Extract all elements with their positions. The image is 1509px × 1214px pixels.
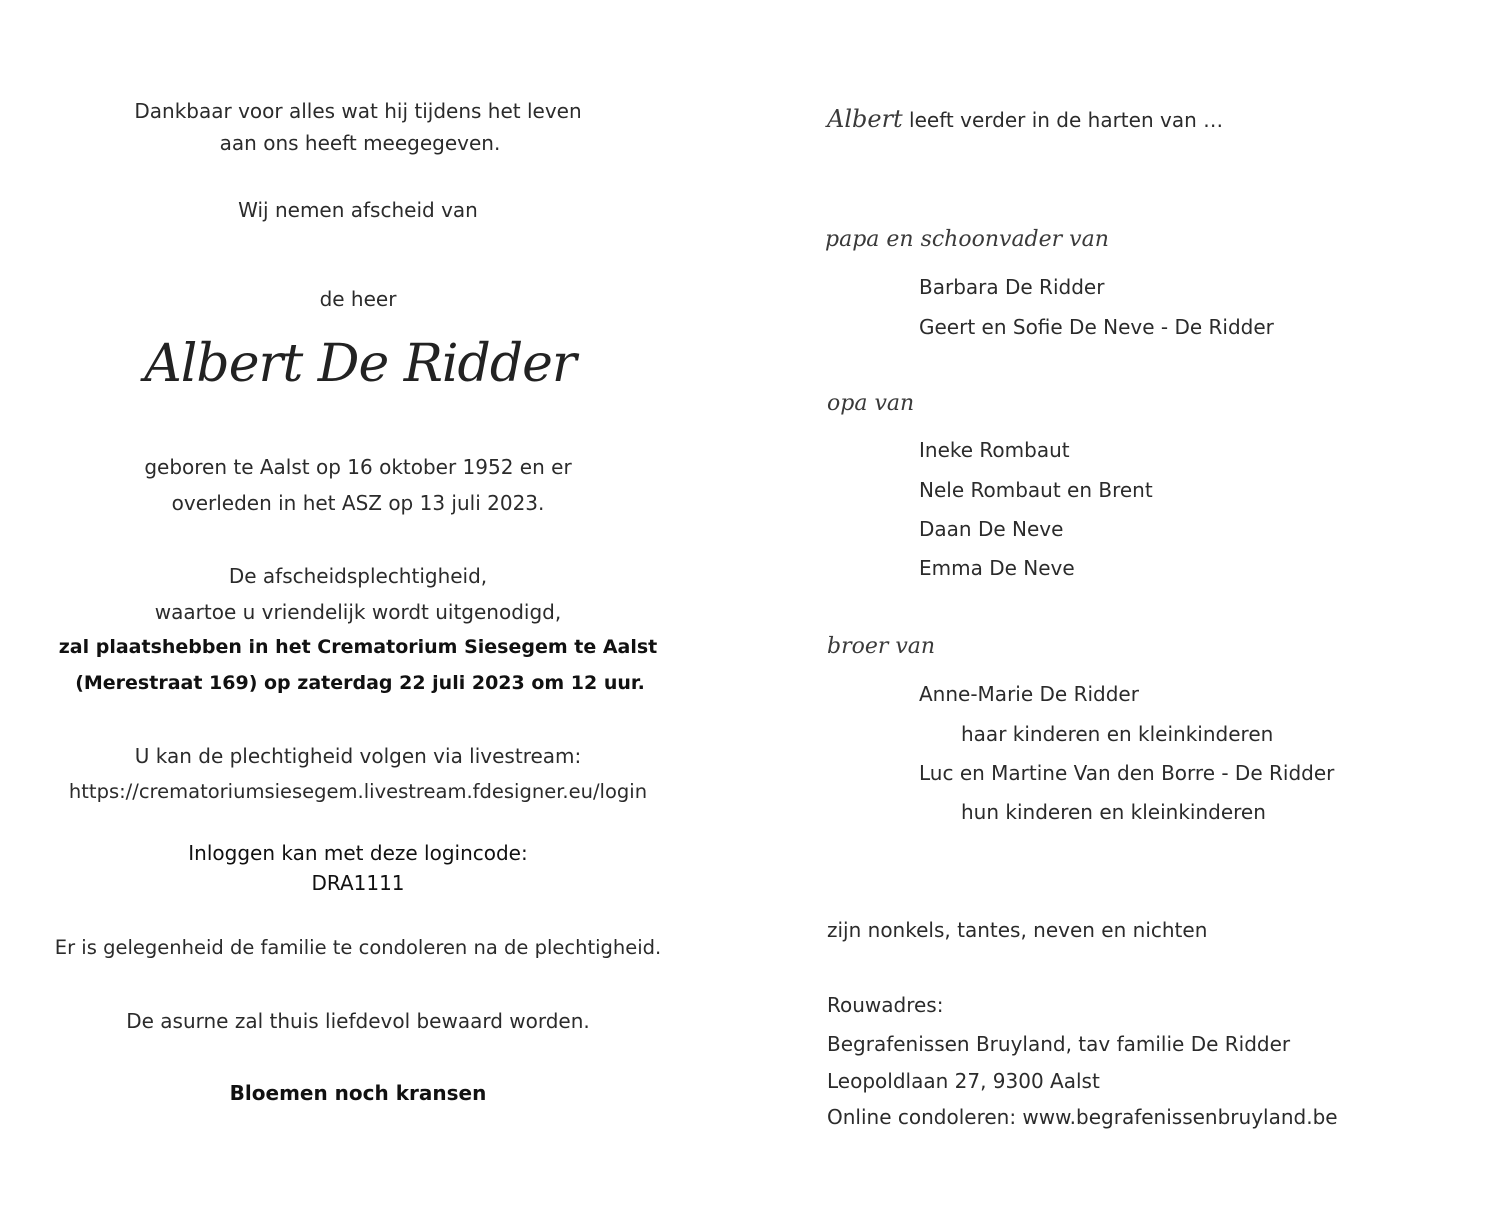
login-code: DRA1111 — [311, 871, 405, 895]
honorific: de heer — [319, 287, 397, 311]
address-line-1: Begrafenissen Bruyland, tav familie De Ridder — [827, 1032, 1291, 1056]
heading-line — [827, 107, 1223, 131]
grandchild-2: Nele Rombaut en Brent — [919, 478, 1153, 502]
section-siblings: broer van — [827, 634, 936, 659]
heading-name: Albert — [827, 105, 903, 133]
child-2: Geert en Sofie De Neve - De Ridder — [919, 315, 1274, 339]
livestream-label: U kan de plechtigheid volgen via livestream: — [134, 744, 582, 768]
ceremony-line-2: waartoe u vriendelijk wordt uitgenodigd, — [154, 600, 562, 624]
sibling-1: Anne-Marie De Ridder — [919, 682, 1139, 706]
heading-rest: leeft verder in de harten van … — [902, 108, 1224, 132]
birth-line: geboren te Aalst op 16 oktober 1952 en er — [144, 455, 572, 479]
ceremony-line-1: De afscheidsplechtigheid, — [228, 564, 488, 588]
address-label: Rouwadres: — [827, 993, 944, 1017]
login-label: Inloggen kan met deze logincode: — [188, 841, 528, 865]
farewell-text: Wij nemen afscheid van — [238, 198, 478, 222]
death-line: overleden in het ASZ op 13 juli 2023. — [171, 491, 545, 515]
address-line-2: Leopoldlaan 27, 9300 Aalst — [827, 1069, 1100, 1093]
grandchild-4: Emma De Neve — [919, 556, 1075, 580]
livestream-url[interactable]: https://crematoriumsiesegem.livestream.fdesigner.eu/login — [68, 780, 648, 803]
urn-text: De asurne zal thuis liefdevol bewaard worden. — [126, 1009, 590, 1033]
sibling-2-descendants: hun kinderen en kleinkinderen — [961, 800, 1266, 824]
ceremony-line-4: (Merestraat 169) op zaterdag 22 juli 2023 om 12 uur. — [75, 672, 645, 694]
ceremony-line-3: zal plaatshebben in het Crematorium Siesegem te Aalst — [58, 636, 658, 658]
section-grandchildren: opa van — [827, 391, 915, 416]
section-children: papa en schoonvader van — [825, 227, 1109, 252]
sibling-2: Luc en Martine Van den Borre - De Ridder — [919, 761, 1335, 785]
intro-line-2: aan ons heeft meegegeven. — [219, 131, 501, 155]
intro-line-1: Dankbaar voor alles wat hij tijdens het leven — [134, 99, 582, 123]
grandchild-1: Ineke Rombaut — [919, 438, 1070, 462]
address-line-3[interactable]: Online condoleren: www.begrafenissenbruyland.be — [827, 1105, 1338, 1129]
child-1: Barbara De Ridder — [919, 275, 1105, 299]
flowers-text: Bloemen noch kransen — [229, 1081, 487, 1105]
sibling-1-descendants: haar kinderen en kleinkinderen — [961, 722, 1274, 746]
deceased-name: Albert De Ridder — [144, 334, 576, 394]
extended-family: zijn nonkels, tantes, neven en nichten — [827, 918, 1208, 942]
grandchild-3: Daan De Neve — [919, 517, 1064, 541]
condolence-text: Er is gelegenheid de familie te condoleren na de plechtigheid. — [54, 936, 662, 959]
